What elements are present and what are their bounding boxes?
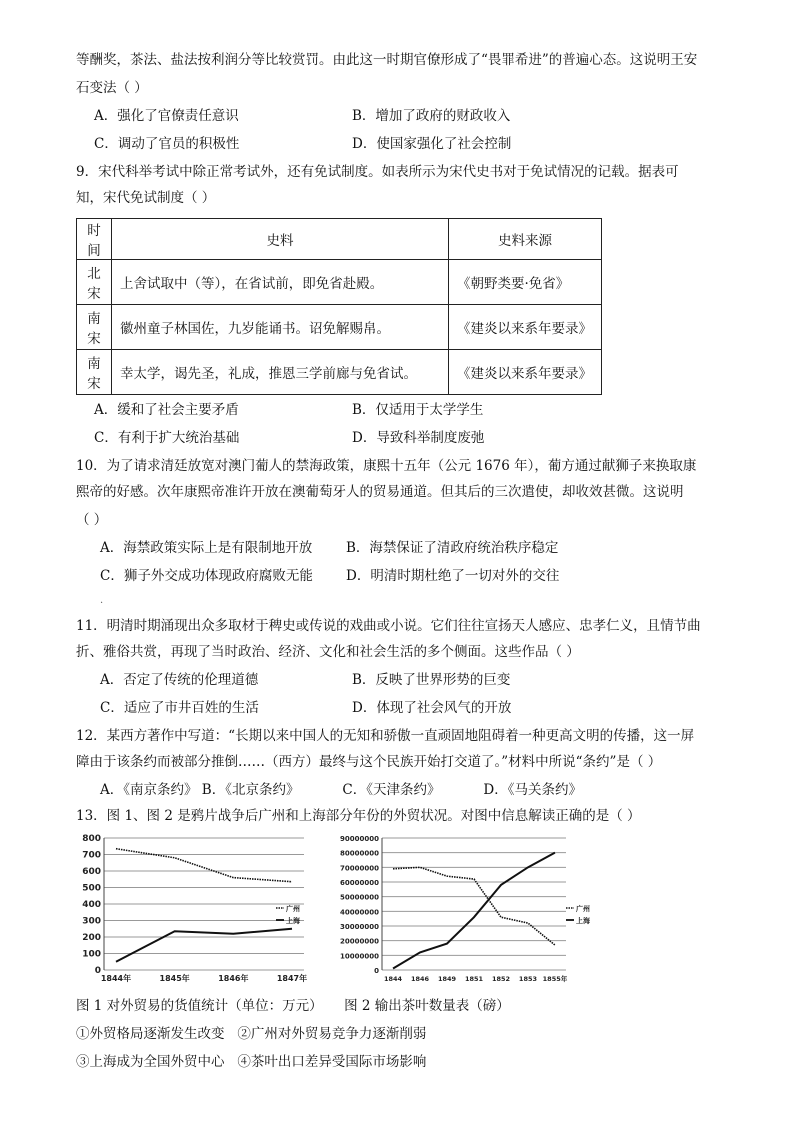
x-tick-label: 1852 bbox=[491, 975, 511, 983]
table-cell: 幸太学，谒先圣，礼成，推恩三学前廊与免省试。 bbox=[112, 350, 449, 395]
q8-option-d: D．使国家强化了社会控制 bbox=[352, 136, 512, 152]
x-tick-label: 1851 bbox=[464, 975, 484, 983]
y-tick-label: 700 bbox=[82, 850, 101, 861]
q8-option-b: B．增加了政府的财政收入 bbox=[352, 108, 511, 124]
y-tick-label: 300 bbox=[82, 916, 101, 927]
y-tick-label: 800 bbox=[82, 834, 101, 844]
q10-text-line3: （ ） bbox=[76, 512, 108, 528]
y-tick-label: 60000000 bbox=[340, 879, 379, 887]
x-tick-label: 1844年 bbox=[100, 974, 132, 983]
chart-figure-2 bbox=[330, 830, 592, 988]
table-header-cell: 史料 bbox=[112, 219, 449, 260]
x-tick-label: 1849 bbox=[437, 975, 457, 983]
y-tick-label: 100 bbox=[82, 949, 101, 960]
q10-text-line1: 10．为了请求清廷放宽对澳门葡人的禁海政策，康熙十五年（公元 1676 年），葡方通过献狮子来换取康 bbox=[76, 458, 697, 474]
x-tick-label: 1846 bbox=[410, 975, 430, 983]
q10-text-line2: 熙帝的好感。次年康熙帝准许开放在澳葡萄牙人的贸易通道。但其后的三次遣使，却收效甚微。这说明 bbox=[76, 484, 684, 500]
q9-option-b: B．仅适用于太学学生 bbox=[352, 402, 484, 418]
table-cell: 上舍试取中（等），在省试前，即免省赴殿。 bbox=[112, 260, 449, 305]
q11-option-b: B．反映了世界形势的巨变 bbox=[352, 672, 511, 688]
table-cell: 南宋 bbox=[77, 350, 112, 395]
table-cell: 北宋 bbox=[77, 260, 112, 305]
x-tick-label: 1846年 bbox=[218, 974, 249, 983]
stray-mark: · bbox=[100, 598, 104, 609]
q11-option-a: A．否定了传统的伦理道德 bbox=[100, 672, 259, 688]
table-cell: 《建炎以来系年要录》 bbox=[449, 350, 602, 395]
table-row bbox=[77, 350, 602, 395]
x-tick-label: 1847年 bbox=[276, 974, 308, 983]
table-header-cell: 史料来源 bbox=[449, 219, 602, 260]
series-line-guangzhou bbox=[116, 849, 292, 882]
q11-option-d: D．体现了社会风气的开放 bbox=[352, 700, 512, 716]
q13-statement-row2: ③上海成为全国外贸中心 ④茶叶出口差异受国际市场影响 bbox=[76, 1054, 427, 1070]
q11-option-c: C．适应了市井百姓的生活 bbox=[100, 700, 259, 716]
q10-option-d: D．明清时期杜绝了一切对外的交往 bbox=[346, 568, 560, 584]
x-tick-label: 1845年 bbox=[159, 974, 190, 983]
q10-option-b: B．海禁保证了清政府统治秩序稳定 bbox=[346, 540, 559, 556]
q12-text-line1: 12．某西方著作中写道：“长期以来中国人的无知和骄傲一直顽固地阻碍着一种更高文明的传播，这一屏 bbox=[76, 728, 695, 744]
y-tick-label: 50000000 bbox=[340, 893, 379, 902]
table-cell: 《朝野类要·免省》 bbox=[449, 260, 602, 305]
chart-figure-1 bbox=[76, 830, 310, 988]
q10-option-c: C．狮子外交成功体现政府腐败无能 bbox=[100, 568, 313, 584]
q8-option-c: C．调动了官员的积极性 bbox=[94, 136, 240, 152]
series-line-guangzhou bbox=[393, 867, 555, 945]
y-tick-label: 10000000 bbox=[340, 952, 379, 961]
y-tick-label: 30000000 bbox=[340, 923, 379, 931]
y-tick-label: 40000000 bbox=[340, 908, 379, 917]
y-tick-label: 90000000 bbox=[340, 835, 379, 843]
q8-text-line1: 等酬奖，茶法、盐法按利润分等比较赏罚。由此这一时期官僚形成了“畏罪希进”的普遍心态。这说明王安 bbox=[76, 52, 698, 68]
q12-options: A．《南京条约》 B．《北京条约》 C．《天津条约》 D．《马关条约》 bbox=[100, 782, 582, 798]
y-tick-label: 20000000 bbox=[340, 937, 379, 946]
table-cell: 南宋 bbox=[77, 305, 112, 350]
series-line-shanghai bbox=[116, 929, 292, 962]
x-tick-label: 1855年 bbox=[542, 975, 568, 983]
q9-text-line1: 9．宋代科举考试中除正常考试外，还有免试制度。如表所示为宋代史书对于免试情况的记载。据表可 bbox=[76, 164, 679, 180]
y-tick-label: 400 bbox=[82, 900, 101, 910]
y-tick-label: 0 bbox=[374, 967, 379, 975]
legend-label-shanghai: 上海 bbox=[576, 917, 590, 925]
table-row bbox=[77, 260, 602, 305]
y-tick-label: 600 bbox=[82, 867, 101, 877]
y-tick-label: 80000000 bbox=[340, 849, 379, 858]
table-cell: 《建炎以来系年要录》 bbox=[449, 305, 602, 350]
q13-chart-captions: 图 1 对外贸易的货值统计（单位：万元） 图 2 输出茶叶数量表（磅） bbox=[76, 998, 510, 1014]
x-tick-label: 1844 bbox=[383, 975, 403, 983]
y-tick-label: 70000000 bbox=[340, 864, 379, 873]
legend-label-shanghai: 上海 bbox=[286, 917, 300, 925]
table-header-row bbox=[77, 219, 602, 260]
legend-label-guangzhou: 广州 bbox=[286, 905, 300, 913]
q9-option-a: A．缓和了社会主要矛盾 bbox=[94, 402, 239, 418]
y-tick-label: 200 bbox=[82, 933, 101, 943]
q9-option-c: C．有利于扩大统治基础 bbox=[94, 430, 240, 446]
q9-option-d: D．导致科举制度废弛 bbox=[352, 430, 485, 446]
q10-option-a: A．海禁政策实际上是有限制地开放 bbox=[100, 540, 313, 556]
q9-history-table bbox=[76, 218, 602, 395]
table-cell: 徽州童子林国佐，九岁能诵书。诏免解赐帛。 bbox=[112, 305, 449, 350]
q13-statement-row1: ①外贸格局逐渐发生改变 ②广州对外贸易竞争力逐渐削弱 bbox=[76, 1026, 427, 1042]
y-tick-label: 0 bbox=[94, 966, 101, 976]
table-header-cell: 时间 bbox=[77, 219, 112, 260]
q12-text-line2: 障由于该条约而被部分推倒……（西方）最终与这个民族开始打交道了。”材料中所说“条约”是（ ） bbox=[76, 754, 662, 770]
table-row bbox=[77, 305, 602, 350]
q11-text-line1: 11．明清时期涌现出众多取材于稗史或传说的戏曲或小说。它们往往宣扬天人感应、忠孝仁义，且情节曲 bbox=[76, 618, 701, 634]
series-line-shanghai bbox=[393, 853, 555, 969]
q9-text-line2: 知，宋代免试制度（ ） bbox=[76, 190, 216, 206]
q8-option-a: A．强化了官僚责任意识 bbox=[94, 108, 239, 124]
legend-label-guangzhou: 广州 bbox=[576, 905, 590, 913]
x-tick-label: 1853 bbox=[518, 975, 538, 983]
q8-text-line2: 石变法（ ） bbox=[76, 80, 148, 96]
q13-text-line1: 13．图 1、图 2 是鸦片战争后广州和上海部分年份的外贸状况。对图中信息解读正确的是（ ） bbox=[76, 808, 641, 824]
y-tick-label: 500 bbox=[82, 883, 101, 894]
q11-text-line2: 折、雅俗共赏，再现了当时政治、经济、文化和社会生活的多个侧面。这些作品（ ） bbox=[76, 644, 580, 660]
